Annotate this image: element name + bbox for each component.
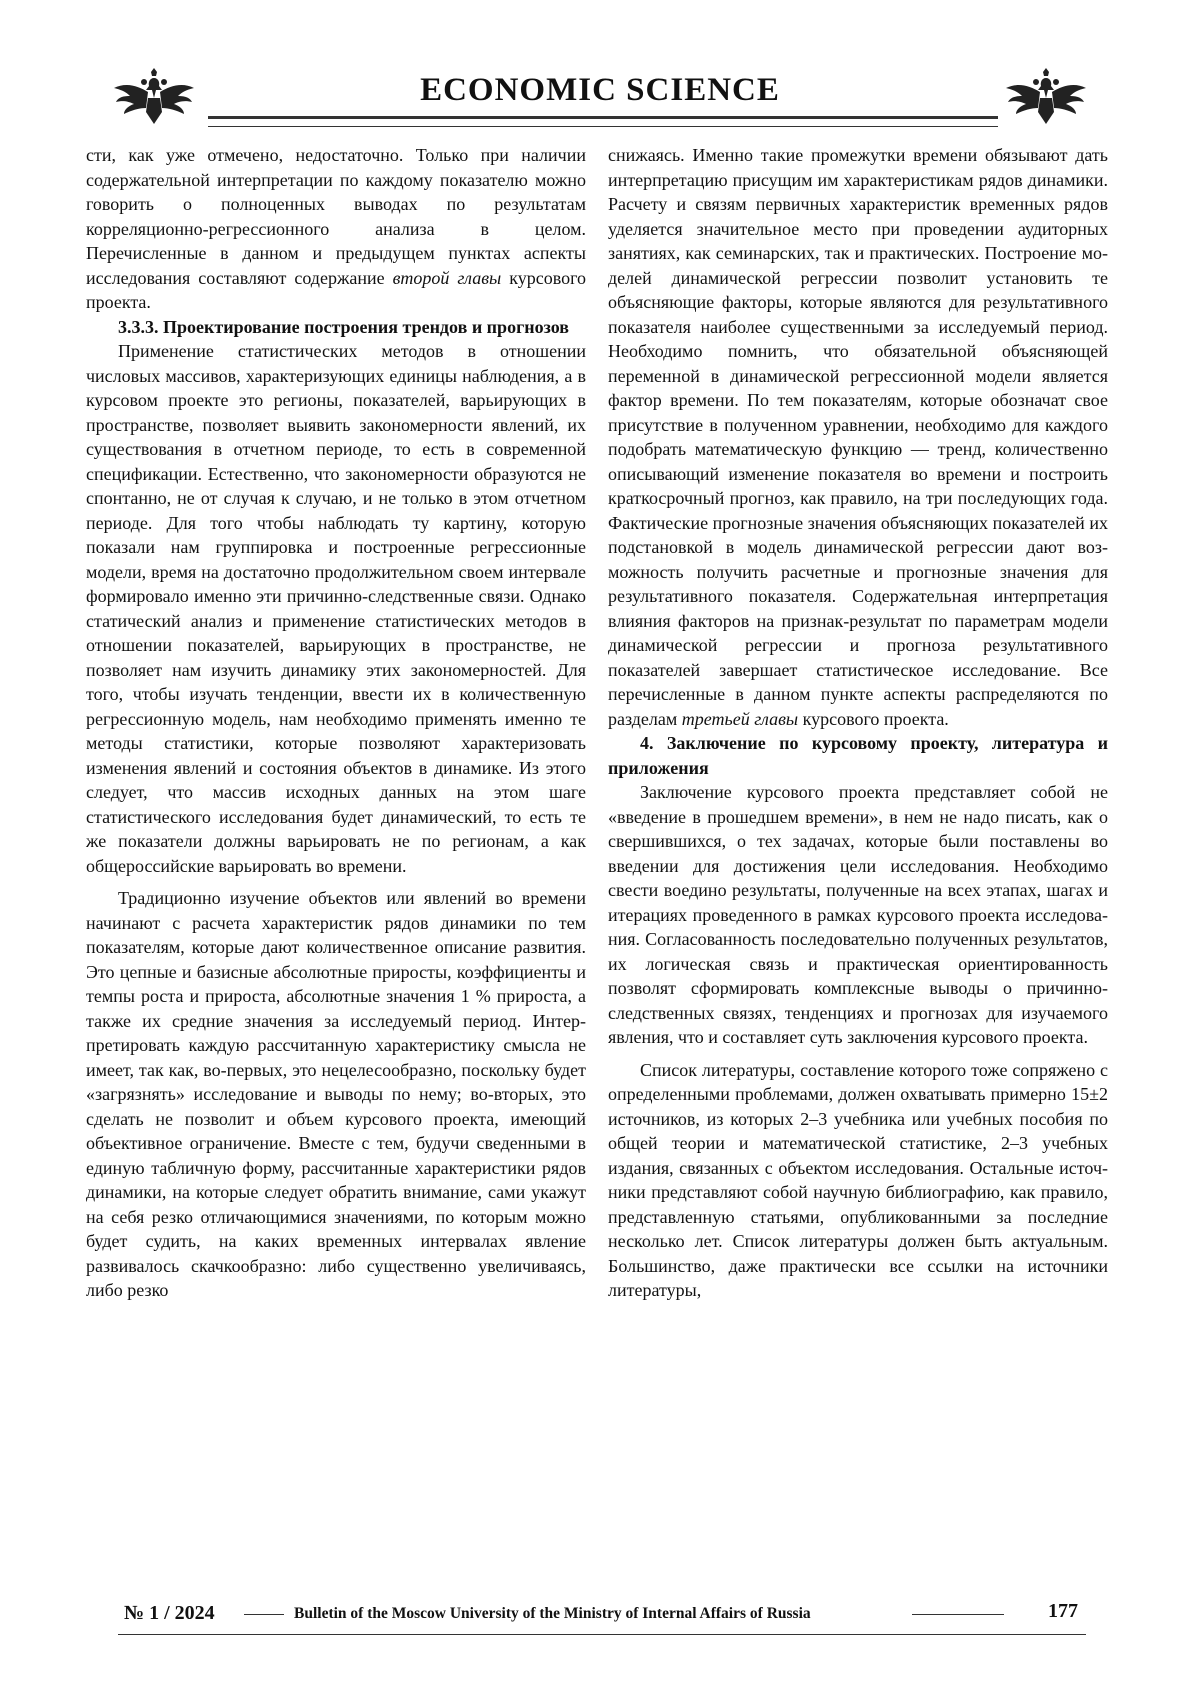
left-column — [86, 143, 586, 1303]
paragraph: Список литературы, составление которого тоже сопряжено с определенными проблемами, должен охватывать примерно 15±2 источников, из которых 2–3 учебника или учебных пособия по общей теории и математической статистике, 2–3 учебных издания, связанных с объектом исследования. Остальные источники представляют собой научную библиографию, как правило, представленную статьями, опубликованными за последние несколько лет. Список литературы должен быть актуальным. Большинство, даже практически все ссылки на источники литературы, — [608, 1059, 1108, 1300]
page-header — [0, 0, 1200, 135]
paragraph: Традиционно изучение объектов или явлений во времени начинают с расчета характеристик рядов динамики по тем показателям, которые дают количественное описание развития. Это цепные и базисные абсолютные приросты, коэффициенты и темпы роста и прироста, абсолютные значения 1 % прироста, а также их средние значения за исследуемый период. Интерпретировать каждую рассчитанную характеристику смысла не имеет, так как, во-первых, это нецелесообразно, поскольку будет «загрязнять» исследование и выводы по нему; во-вторых, это сделать не позволит и объем курсового проекта, имеющий объективное ограничение. Вместе с тем, будучи сведенными в единую табличную форму, рассчитанные характеристики рядов динамики, на которые следует обратить внимание, сами укажут на себя резко отличающимися значениями, по которым можно будет судить, на каких временных интервалах явление развивалось скачкообразно: либо существенно увеличиваясь, либо резко — [86, 888, 586, 1300]
paragraph-text: снижаясь. Именно такие промежутки времени обязывают дать интерпретацию присущим им характеристикам рядов динамики. Расчету и связям первичных характеристик временных рядов уделяется значительное место при проведении аудиторных занятиях, как семинарских, так и практических. Построение моделей динамической регрессии позволит установить те объясняющие факторы, которые являются для результативного показателя наиболее существенными за исследуемый период. Необходимо помнить, что обязательной объясняющей переменной в динамической регрессионной модели является фактор времени. По тем показателям, которые обозначат свое присутствие в полученном уравнении, необходимо для каждого подобрать математическую функцию — тренд, количественно описывающий изменение показателя во времени и построить краткосрочный прогноз, как правило, на три последующих года. Фактические прогнозные значения объясняющих показателей их подстановкой в модель динамической регрессии дают возможность получить расчетные и прогнозные значения для результативного показателя. Содержательная интерпретация влияния факторов на признак-результат по параметрам модели динамической регрессии и прогноза результативного показателей завершает статистическое исследование. Все перечисленные в данном пункте аспекты распределяются по разделам — [608, 145, 1108, 729]
emphasis-text: второй главы — [392, 267, 502, 288]
double-headed-eagle-emblem-icon — [1004, 68, 1088, 128]
paragraph — [608, 143, 1108, 731]
page-number: 177 — [1048, 1600, 1078, 1622]
journal-section-title: ECONOMIC SCIENCE — [420, 72, 780, 108]
issue-number: № 1 / 2024 — [124, 1602, 215, 1624]
double-headed-eagle-emblem-icon — [112, 68, 196, 128]
section-heading-3-3-3: 3.3.3. Проектирование построения трендов и прогнозов — [118, 316, 570, 337]
journal-name: Bulletin of the Moscow University of the Ministry of Internal Affairs of Russia — [294, 1605, 811, 1622]
footer-dash — [244, 1614, 284, 1615]
emphasis-text: третьей главы — [681, 708, 799, 729]
page-footer — [0, 1600, 1200, 1640]
right-column — [608, 143, 1108, 1303]
paragraph-text: курсового проекта. — [798, 708, 949, 729]
paragraph-text: курсового проекта. — [86, 267, 587, 312]
paragraph: Заключение курсового проекта представляет собой не «введение в прошедшем времени», в нем не надо писать, как о свершившихся, о тех задачах, которые были поставлены во введении для достижения цели исследования. Необходимо свести воедино результаты, полученные на всех этапах, шагах и итерациях проведенного в рамках курсового проекта исследования. Согласованность последовательно полученных результатов, их логическая связь и практическая ориентированность позволят сформировать комплексные выводы о причинно-следственных связях, тенденциях и прогнозах для изучаемого явления, что и составляет суть заключения курсового проекта. — [608, 782, 1108, 1047]
paragraph — [86, 143, 586, 315]
section-heading-4: 4. Заключение по курсовому проекту, литература и приложения — [608, 733, 1108, 778]
footer-dash — [912, 1614, 1004, 1615]
header-rule — [208, 116, 998, 127]
paragraph-text: сти, как уже отмечено, недостаточно. Только при наличии содержательной интерпретации по каждому показателю можно говорить о полноценных выводах по результатам корреляционно-регрессионного анализа в целом. Перечисленные в данном и предыдущем пунктах аспекты исследования составляют содержание — [86, 145, 586, 288]
paragraph: Применение статистических методов в отношении числовых массивов, характеризующих единицы наблюдения, а в курсовом проекте это регионы, показателей, варьирующих в пространстве, позволяет выявить закономерности явлений, их существования в отчетном периоде, то есть в современной спецификации. Естественно, что закономерности образуются не спонтанно, не от случая к случаю, и не только в этом отчетном периоде. Для того чтобы наблюдать ту картину, которую показали нам группировка и построенные регрессионные модели, время на достаточно продолжительном своем интервале формировало именно эти причинно-следственные связи. Однако статический анализ и применение статистических методов в отношении показателей, варьирующих в пространстве, не позволяет нам изучить динамику этих закономерностей. Для того, чтобы изучать тенденции, ввести их в количественную регрессионную модель, нам необходимо применять именно те методы статистики, которые позволяют характеризовать изменения явлений и состояния объектов в динамике. Из этого следует, что массив исходных данных на этом шаге статистического исследования будет динамический, то есть те же показатели должны варьировать не по регионам, а как общероссийские варьировать во времени. — [86, 341, 586, 876]
footer-rule — [118, 1634, 1086, 1635]
